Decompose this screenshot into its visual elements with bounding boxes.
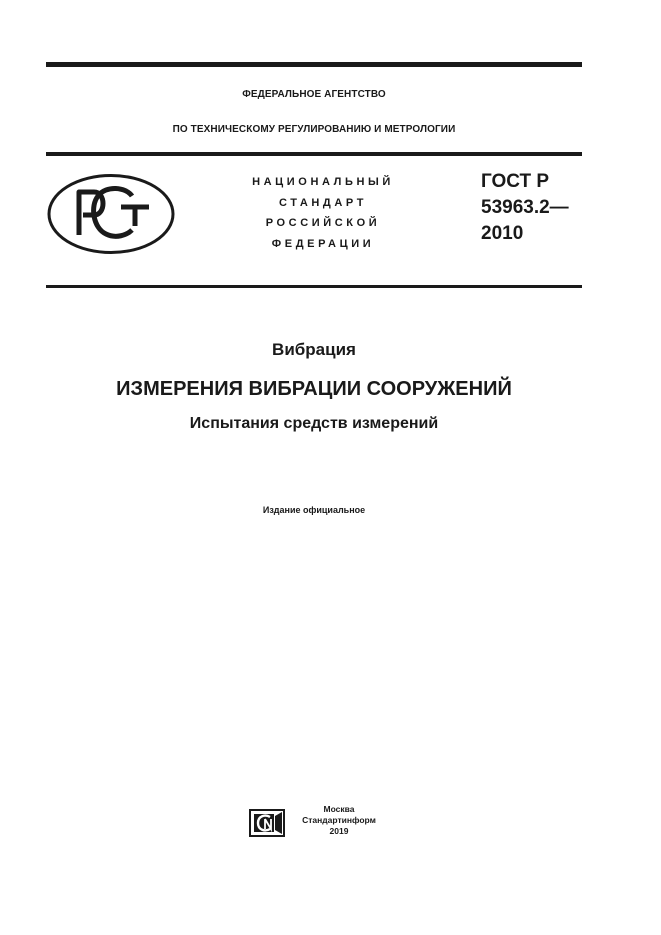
top-rule — [46, 62, 582, 67]
national-line-3: РОССИЙСКОЙ — [265, 217, 381, 229]
national-line-4: ФЕДЕРАЦИИ — [271, 237, 375, 250]
national-line-1: НАЦИОНАЛЬНЫЙ — [252, 176, 394, 188]
national-standard-label — [222, 172, 424, 254]
publisher-logo-icon — [248, 808, 286, 838]
national-line-2: СТАНДАРТ — [278, 196, 368, 209]
publisher-city: Москва — [323, 804, 355, 814]
standard-designation — [481, 169, 569, 247]
main-title: ИЗМЕРЕНИЯ ВИБРАЦИИ СООРУЖЕНИЙ — [116, 378, 512, 400]
agency-name-line-1: ФЕДЕРАЛЬНОЕ АГЕНТСТВО — [242, 89, 386, 100]
designation-line-2: 53963.2— — [481, 197, 569, 218]
rst-emblem-icon — [46, 172, 176, 256]
bottom-rule — [46, 285, 582, 288]
subject-title: Вибрация — [272, 340, 356, 359]
agency-name-line-2: ПО ТЕХНИЧЕСКОМУ РЕГУЛИРОВАНИЮ И МЕТРОЛОГИИ — [172, 124, 456, 135]
edition-label: Издание официальное — [262, 505, 366, 515]
publisher-info — [292, 804, 386, 837]
subtitle: Испытания средств измерений — [189, 415, 439, 432]
publisher-year: 2019 — [329, 826, 349, 836]
designation-line-3: 2010 — [481, 223, 524, 244]
designation-line-1: ГОСТ Р — [481, 171, 550, 192]
middle-rule — [46, 152, 582, 156]
publisher-name: Стандартинформ — [302, 815, 376, 825]
